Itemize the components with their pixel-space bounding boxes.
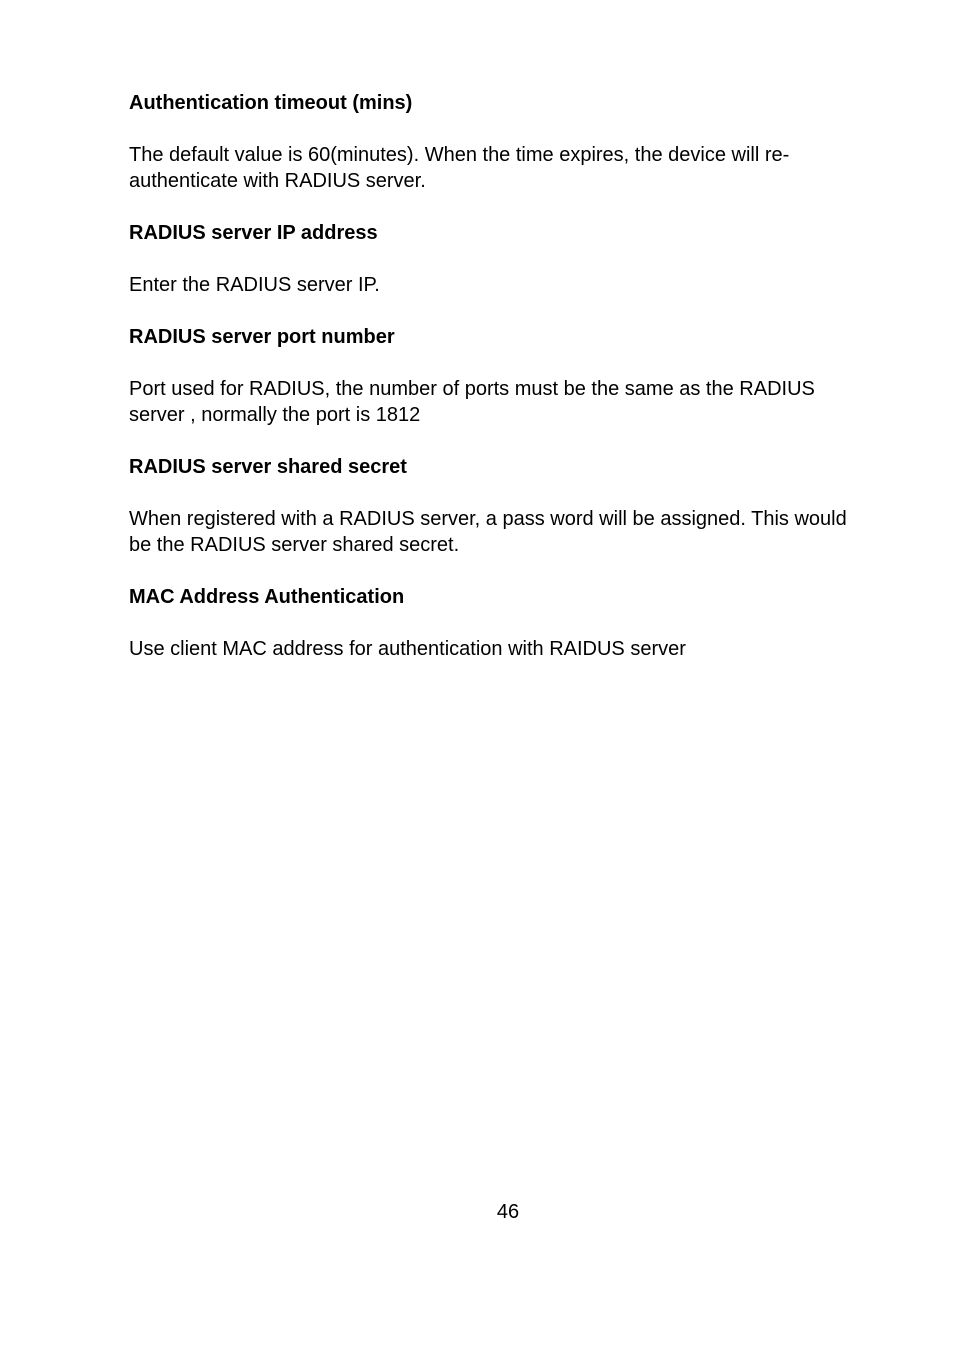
section-text-radius-ip: Enter the RADIUS server IP. [129,274,380,296]
document-body [129,90,874,688]
section-heading-radius-ip: RADIUS server IP address [129,222,378,244]
page-number: 46 [496,1201,520,1223]
section-text-mac-auth: Use client MAC address for authentication with RAIDUS server [129,638,686,660]
section-heading-radius-port: RADIUS server port number [129,326,395,348]
section-text-authentication-timeout: The default value is 60(minutes). When the time expires, the device will re-authenticate with RADIUS server. [129,144,790,192]
section-text-radius-port: Port used for RADIUS, the number of ports must be the same as the RADIUS server , normally the port is 1812 [129,378,815,426]
section-heading-mac-auth: MAC Address Authentication [129,586,405,608]
section-heading-authentication-timeout: Authentication timeout (mins) [129,92,413,114]
section-heading-radius-secret: RADIUS server shared secret [129,456,407,478]
section-text-radius-secret: When registered with a RADIUS server, a pass word will be assigned. This would be the RADIUS server shared secret. [129,508,847,556]
